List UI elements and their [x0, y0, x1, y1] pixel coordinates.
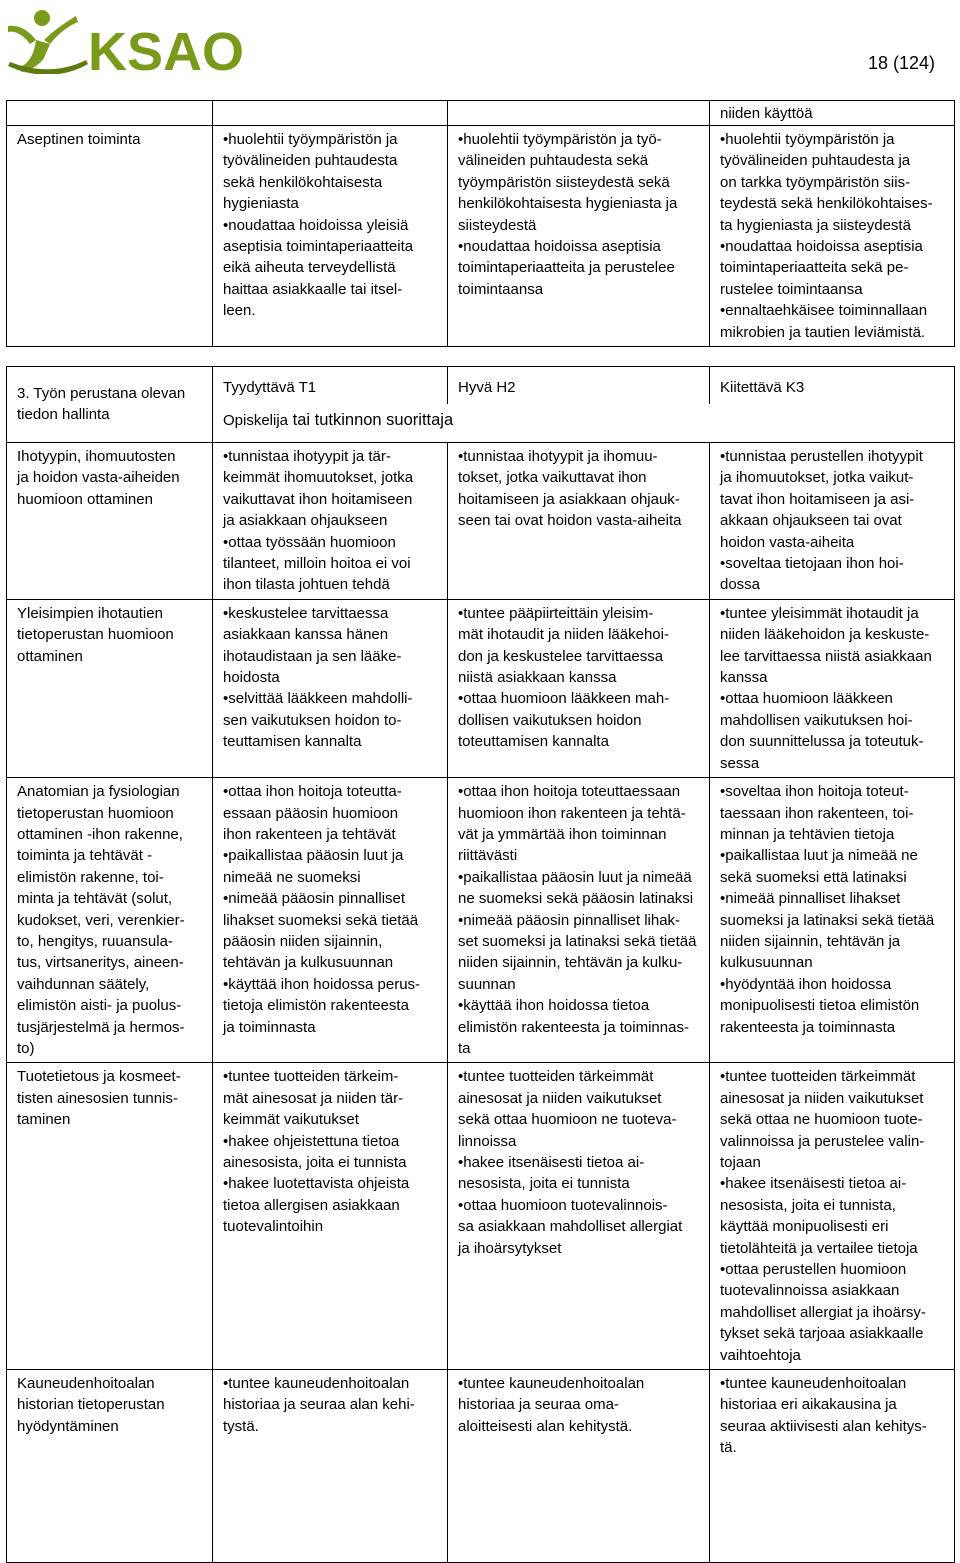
cell-line: Tuotetietous ja kosmeet-	[17, 1068, 181, 1086]
cell-line: toimintaansa	[458, 280, 544, 298]
cell-line: •nimeää pääosin pinnalliset lihak-	[458, 911, 681, 929]
cell-line: •soveltaa ihon hoitoja toteut-	[720, 783, 909, 801]
cell-line: ainesosista, joita ei tunnista	[223, 1154, 407, 1171]
logo-figure-head	[34, 10, 50, 26]
col-header-k3: Kiitettävä K3	[710, 367, 955, 405]
cell-line: akkaan ohjaukseen tai ovat	[720, 512, 902, 530]
cell-line: suomeksi ja latinaksi sekä tietää	[720, 911, 935, 929]
cell-k3	[710, 1063, 955, 1370]
cell-line: kanssa	[720, 669, 768, 687]
cell-line: teuttamisen kannalta	[223, 733, 362, 751]
cell-line: •ottaa työssään huomioon	[223, 533, 396, 551]
cell-line: don ja keskustelee tarvittaessa	[458, 647, 664, 665]
cell-line: •hakee itsenäisesti tietoa ai-	[458, 1154, 645, 1171]
cell-line: minta ja tehtävät (solut,	[17, 890, 173, 908]
cell-line: niiden lääkehoidon ja keskuste-	[720, 626, 930, 644]
cell-line: tilanteet, milloin hoitoa ei voi	[223, 555, 411, 573]
cell-line: •tuntee kauneudenhoitoalan	[720, 1375, 907, 1393]
cell-line: huomioon ihon rakenteen ja tehtä-	[458, 804, 686, 822]
cell-line: mahdolliset allergiat ja ihoärsy-	[720, 1303, 926, 1321]
continued-header-row	[7, 101, 955, 126]
cell-line: aseptisia toimintaperiaatteita	[223, 238, 414, 256]
cell-line: tystä.	[223, 1417, 259, 1435]
cell-line: tietoa allergisen asiakkaan	[223, 1196, 400, 1214]
cell-line: •noudattaa hoidoissa aseptisia	[458, 238, 661, 256]
cell-line: tisten ainesosien tunnis-	[17, 1089, 178, 1107]
col-header-h2: Hyvä H2	[448, 367, 710, 405]
cell-line: vaihdunnan säätely,	[17, 975, 150, 993]
cell-line: keimmät vaikutukset	[223, 1111, 359, 1129]
row-label: Aseptinen toiminta	[7, 126, 213, 347]
cell-line: elimistön aisti- ja puolus-	[17, 997, 182, 1015]
cell-line: ja asiakkaan ohjaukseen	[223, 512, 388, 530]
cell-line: Yleisimpien ihotautien	[17, 604, 163, 622]
grade-header-row	[7, 367, 955, 405]
cell-line: to)	[17, 1039, 35, 1057]
cell-line: don suunnittelussa ja toteutuk-	[720, 733, 924, 751]
cell-line: tusjärjestelmä ja hermos-	[17, 1018, 185, 1036]
cell-line: tus, virtsaneritys, aineen-	[17, 954, 184, 972]
cell-line: ja ihomuutokset, jotka vaikut-	[720, 469, 914, 487]
row-label	[7, 778, 213, 1063]
cell-line: lihakset suomeksi sekä tietää	[223, 911, 419, 929]
cell-line: sa asiakkaan mahdolliset allergiat	[458, 1218, 683, 1236]
cell-line: mahdollisen vaikutuksen hoi-	[720, 711, 913, 729]
cell-line: elimistön rakenne, toi-	[17, 868, 164, 886]
cell-line: teydestä sekä henkilökohtaises-	[720, 195, 933, 213]
cell-line: •ennaltaehkäisee toiminnallaan	[720, 302, 928, 320]
cell-line: hoidon vasta-aiheita	[720, 533, 855, 551]
cell-line: •noudattaa hoidoissa yleisiä	[223, 216, 409, 234]
cell-line: historiaa eri aikakausina ja	[720, 1396, 897, 1414]
cell-line: sekä ottaa ne huomioon tuote-	[720, 1111, 923, 1129]
cell-line: •tuntee kauneudenhoitoalan	[458, 1375, 645, 1393]
cell-line: kudokset, veri, verenkier-	[17, 911, 185, 929]
cell-line: asiakkaan kanssa hänen	[223, 626, 389, 644]
table-row	[7, 778, 955, 1063]
cell-line: seuraa aktiivisesti alan kehitys-	[720, 1417, 927, 1435]
subheader-a: Opiskelija	[223, 412, 289, 429]
cell-line: työvälineiden puhtaudesta ja	[720, 152, 911, 170]
table-row	[7, 1370, 955, 1563]
cell-line: eikä aiheuta terveydellistä	[223, 259, 396, 277]
cell-line: hoidosta	[223, 669, 280, 687]
cell-line: dossa	[720, 576, 761, 594]
cell-line: ainesosat ja niiden vaikutukset	[720, 1089, 924, 1107]
cell-line: leen.	[223, 302, 256, 320]
cell-line: •tuntee yleisimmät ihotaudit ja	[720, 604, 919, 622]
cell-line: ottaminen -ihon rakenne,	[17, 825, 183, 843]
cell-line: tojaan	[720, 1154, 761, 1171]
cell-line: kulkusuunnan	[720, 954, 813, 972]
cell-line: henkilökohtaisesta hygieniasta ja	[458, 195, 678, 213]
cell-line: •tuntee tuotteiden tärkeimmät	[458, 1068, 654, 1086]
criteria-table	[6, 366, 955, 1563]
cell-line: •tunnistaa ihotyypit ja tär-	[223, 448, 391, 465]
ksao-logo	[6, 6, 246, 74]
cell-line: essaan pääosin huomioon	[223, 804, 399, 822]
cell-line: •ottaa ihon hoitoja toteutta-	[223, 783, 402, 801]
row-label	[7, 443, 213, 600]
cell-line: •selvittää lääkkeen mahdolli-	[223, 690, 413, 708]
cell-line: •ottaa perustellen huomioon	[720, 1261, 907, 1279]
cell-line: sessa	[720, 754, 760, 772]
cell-line: valinnoissa ja perustelee valin-	[720, 1132, 925, 1150]
cell-line: •ottaa huomioon tuotevalinnois-	[458, 1196, 668, 1214]
cell-line: mikrobien ja tautien leviämistä.	[720, 323, 926, 341]
logo-figure-arm-left	[8, 26, 36, 44]
table-row	[7, 599, 955, 777]
cell-line: suunnan	[458, 975, 516, 993]
cell-line: ainesosat ja niiden vaikutukset	[458, 1089, 662, 1107]
cell-line: •keskustelee tarvittaessa	[223, 604, 389, 622]
cell-line: nesosista, joita ei tunnista	[458, 1175, 630, 1193]
cell-line: •hakee luotettavista ohjeista	[223, 1175, 410, 1193]
cell-k3	[710, 599, 955, 777]
cell-line: to, hengitys, ruuansula-	[17, 932, 173, 950]
cell-line: tietolähteitä ja vertailee tietoja	[720, 1239, 918, 1257]
page-number: 18 (124)	[868, 53, 936, 73]
cell-line: ne suomeksi sekä pääosin latinaksi	[458, 890, 694, 908]
cell-line: työympäristön siisteydestä sekä	[458, 173, 670, 191]
cell-line: •tuntee tuotteiden tärkeimmät	[720, 1068, 916, 1086]
cell-line: tiedon hallinta	[17, 406, 110, 424]
cell-line: sen vaikutuksen hoidon to-	[223, 711, 402, 729]
cell-line: hyödyntäminen	[17, 1417, 119, 1435]
cell-line: •tuntee pääpiirteittäin yleisim-	[458, 604, 654, 622]
cell-line: tokset, jotka vaikuttavat ihon	[458, 469, 647, 487]
cell-line: siisteydestä	[458, 216, 537, 234]
cell-line: nesosista, joita ei tunnista,	[720, 1196, 896, 1214]
cell-line: toiminta ja tehtävät -	[17, 847, 153, 865]
student-subheader	[213, 404, 955, 443]
cell-line: elimistön rakenteesta ja toiminnas-	[458, 1018, 689, 1036]
cell-line: •hakee itsenäisesti tietoa ai-	[720, 1175, 907, 1193]
cell-line: sekä ottaa huomioon ne tuoteva-	[458, 1111, 677, 1129]
cell-line: taminen	[17, 1111, 71, 1129]
cell-line: •käyttää ihon hoidossa tietoa	[458, 997, 650, 1015]
cell-line: tehtävän ja kulkusuunnan	[223, 954, 394, 972]
cell-line: tietoja elimistön rakenteesta	[223, 997, 409, 1015]
cell-line: ta hygieniasta ja siisteydestä	[720, 216, 911, 234]
cell-k3	[710, 778, 955, 1063]
cell-line: seen tai ovat hoidon vasta-aiheita	[458, 512, 682, 530]
cell-line: •huolehtii työympäristön ja	[720, 131, 895, 148]
cell-line: tykset sekä tarjoaa asiakkaalle	[720, 1325, 924, 1343]
cell-line: niistä asiakkaan kanssa	[458, 669, 617, 687]
cell-h2	[448, 126, 710, 347]
cell-line: •hyödyntää ihon hoidossa	[720, 975, 892, 993]
cell-line: •soveltaa tietojaan ihon hoi-	[720, 555, 904, 573]
cell-h2	[448, 443, 710, 600]
cell-line: riittävästi	[458, 847, 518, 865]
cell-line: huomioon ottaminen	[17, 490, 153, 508]
cell-t1	[213, 1063, 448, 1370]
cell-line: ihon rakenteen ja tehtävät	[223, 825, 396, 843]
cell-line: hygieniasta	[223, 195, 299, 213]
col-header-t1: Tyydyttävä T1	[213, 367, 448, 405]
cell-h2	[448, 599, 710, 777]
cell-line: nimeää ne suomeksi	[223, 868, 361, 886]
cell-line: •hakee ohjeistettuna tietoa	[223, 1132, 400, 1150]
cell-line: ja toiminnasta	[223, 1018, 316, 1036]
row-label	[7, 599, 213, 777]
cell-line: historiaa ja seuraa alan kehi-	[223, 1396, 415, 1414]
cell-line: •ottaa huomioon lääkkeen mah-	[458, 690, 670, 708]
cell-line: on tarkka työympäristön siis-	[720, 173, 911, 191]
cell-line: tietoperustan huomioon	[17, 804, 174, 822]
cell-line: ihon tilasta johtuen tehdä	[223, 576, 390, 594]
cell-t1	[213, 443, 448, 600]
cell-line: toimintaperiaatteita sekä pe-	[720, 259, 909, 277]
cell-line: aloitteisesti alan kehitystä.	[458, 1417, 633, 1435]
cell-line: tuotevalinnoissa asiakkaan	[720, 1282, 900, 1300]
cell-line: •paikallistaa pääosin luut ja	[223, 847, 404, 865]
cell-line: •tuntee kauneudenhoitoalan	[223, 1375, 410, 1393]
cell-line: työvälineiden puhtaudesta	[223, 152, 398, 170]
table-row-aseptic	[7, 126, 955, 347]
subheader-b: tai tutkinnon suorittaja	[288, 411, 454, 429]
row-label	[7, 1063, 213, 1370]
cell-line: •käyttää ihon hoidossa perus-	[223, 975, 421, 993]
cell-line: toimintaperiaatteita ja perustelee	[458, 259, 675, 277]
cell-line: •paikallistaa pääosin luut ja nimeää	[458, 868, 692, 886]
cell-line: rakenteesta ja toiminnasta	[720, 1018, 896, 1036]
cell-t1	[213, 599, 448, 777]
cell-line: mät ainesosat ja niiden tär-	[223, 1089, 404, 1107]
cell-h2	[448, 1370, 710, 1563]
cell-line: ihotaudistaan ja sen lääke-	[223, 647, 402, 665]
cell-line: ottaminen	[17, 647, 83, 665]
cell-line: keimmät ihomuutokset, jotka	[223, 469, 414, 487]
cell-line: mät ihotaudit ja niiden lääkehoi-	[458, 626, 669, 644]
cell-k3	[710, 1370, 955, 1563]
cell-line: set suomeksi ja latinaksi sekä tietää	[458, 932, 697, 950]
cell-line: dollisen vaikutuksen hoidon	[458, 711, 642, 729]
cell-line: haittaa asiakkaalle tai itsel-	[223, 280, 403, 298]
cell-line: lee tarvittaessa niistä asiakkaan	[720, 647, 932, 665]
continued-text: niiden käyttöä	[710, 101, 955, 126]
cell-line: •ottaa huomioon lääkkeen	[720, 690, 893, 708]
cell-line: rustelee toimintaansa	[720, 280, 863, 298]
cell-t1	[213, 778, 448, 1063]
cell-line: historian tietoperustan	[17, 1396, 165, 1414]
section-title	[7, 367, 213, 443]
cell-h2	[448, 778, 710, 1063]
cell-line: ja hoidon vasta-aiheiden	[17, 469, 180, 487]
cell-line: taessaan ihon rakenteen, toi-	[720, 804, 914, 822]
cell-k3	[710, 126, 955, 347]
row-label	[7, 1370, 213, 1563]
cell-k3	[710, 443, 955, 600]
criteria-table-continued	[6, 100, 955, 347]
cell-line: toteuttamisen kannalta	[458, 733, 609, 751]
cell-line: minnan ja tehtävien tietoja	[720, 825, 895, 843]
logo-swoosh	[8, 60, 88, 74]
cell-line: Ihotyypin, ihomuutosten	[17, 448, 176, 465]
cell-line: sekä henkilökohtaisesta	[223, 173, 383, 191]
cell-line: niiden sijainnin, tehtävän ja kulku-	[458, 954, 683, 972]
cell-line: tavat ihon hoitamiseen ja asi-	[720, 490, 915, 508]
cell-line: Anatomian ja fysiologian	[17, 783, 180, 801]
cell-line: pääosin niiden sijainnin,	[223, 932, 383, 950]
cell-line: tietoperustan huomioon	[17, 626, 174, 644]
cell-line: •nimeää pinnalliset lihakset	[720, 890, 901, 908]
cell-line: sekä suomeksi että latinaksi	[720, 868, 907, 886]
cell-line: linnoissa	[458, 1132, 517, 1150]
cell-line: käyttää monipuolisesti eri	[720, 1218, 889, 1236]
cell-line: •nimeää pääosin pinnalliset	[223, 890, 406, 908]
table-row	[7, 1063, 955, 1370]
table-row	[7, 443, 955, 600]
cell-line: monipuolisesti tietoa elimistön	[720, 997, 920, 1015]
cell-line: •tunnistaa perustellen ihotyypit	[720, 448, 923, 465]
cell-h2	[448, 1063, 710, 1370]
cell-line: ja ihoärsytykset	[458, 1239, 562, 1257]
cell-line: tuotevalintoihin	[223, 1218, 324, 1236]
cell-line: •paikallistaa luut ja nimeää ne	[720, 847, 918, 865]
cell-line: välineiden puhtaudesta sekä	[458, 152, 649, 170]
cell-line: tä.	[720, 1439, 737, 1457]
cell-line: •ottaa ihon hoitoja toteuttaessaan	[458, 783, 681, 801]
cell-line: •tuntee tuotteiden tärkeim-	[223, 1068, 399, 1086]
cell-line: hoitamiseen ja asiakkaan ohjauk-	[458, 490, 680, 508]
cell-t1	[213, 126, 448, 347]
logo-text: KSAO	[88, 22, 244, 74]
cell-line: vaihtoehtoja	[720, 1346, 801, 1364]
cell-line: vaikuttavat ihon hoitamiseen	[223, 490, 413, 508]
cell-line: Kauneudenhoitoalan	[17, 1375, 155, 1393]
cell-line: 3. Työn perustana olevan	[17, 385, 186, 402]
cell-t1	[213, 1370, 448, 1563]
cell-line: •huolehtii työympäristön ja	[223, 131, 398, 148]
cell-line: •noudattaa hoidoissa aseptisia	[720, 238, 923, 256]
cell-line: historiaa ja seuraa oma-	[458, 1396, 619, 1414]
cell-line: vät ja ymmärtää ihon toiminnan	[458, 825, 667, 843]
cell-line: •tunnistaa ihotyypit ja ihomuu-	[458, 448, 658, 465]
cell-line: ta	[458, 1039, 471, 1057]
cell-line: niiden sijainnin, tehtävän ja	[720, 932, 901, 950]
cell-line: •huolehtii työympäristön ja työ-	[458, 131, 662, 148]
